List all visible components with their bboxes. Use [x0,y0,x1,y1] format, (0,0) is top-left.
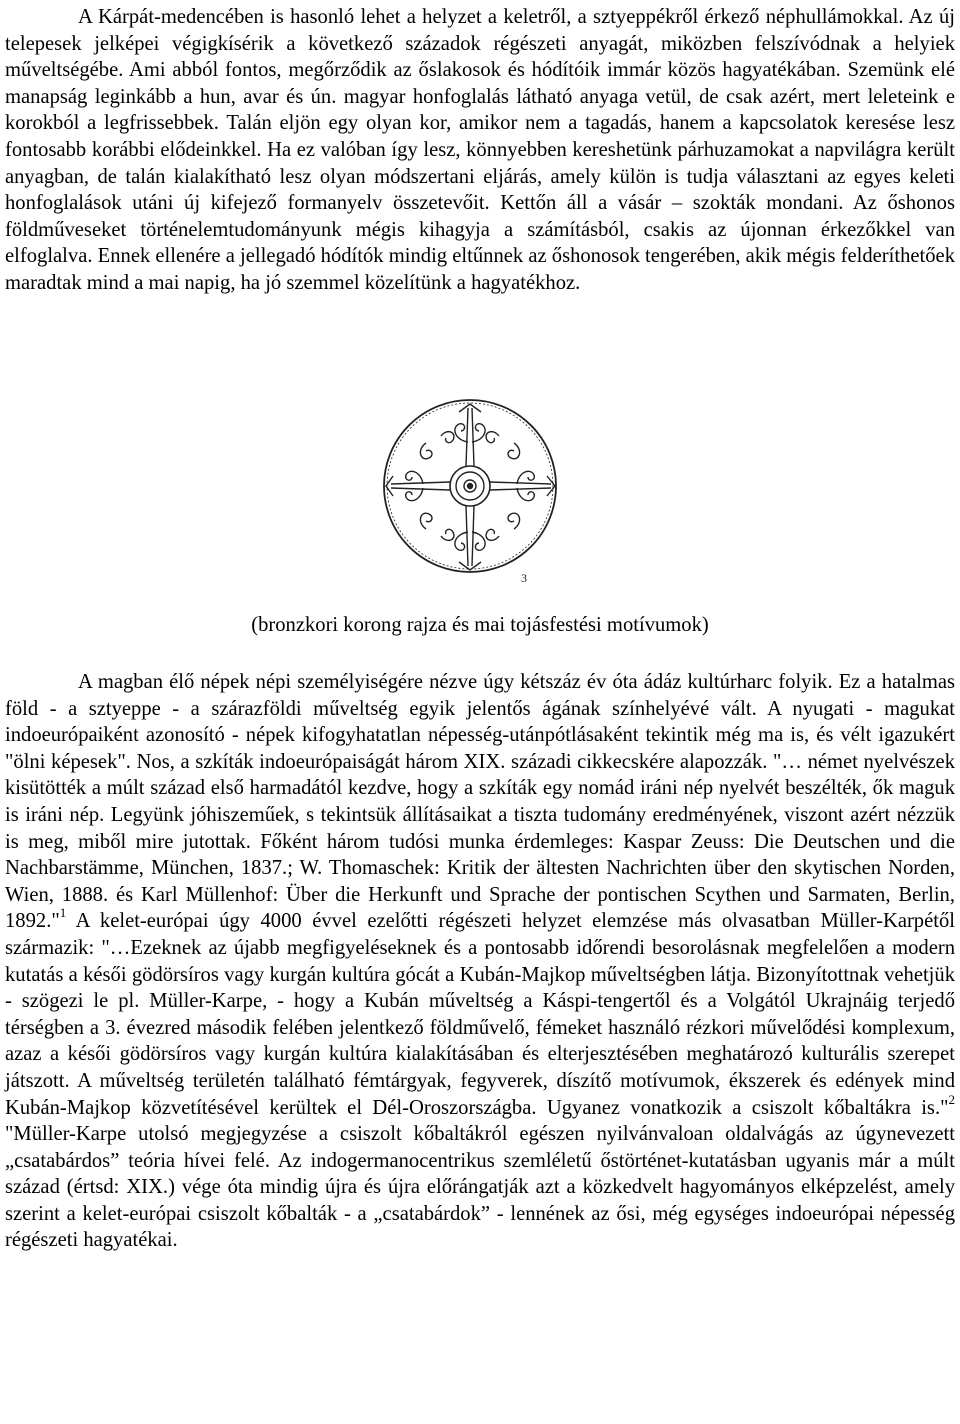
paragraph-2-part-b: A kelet-európai úgy 4000 évvel ezelőtti régészeti helyzet elemzése más olvasatban Müller-Karpétől származik: "…Ezeknek az újabb megfigyeléseknek és a pontosabb időrendi besorolásnak megfelelően a modern kutatás a késői gödörsíros vagy kurgán kultúra gócát a Kubán-Majkop műveltségben látja. Bizonyítottnak vehetjük - szögezi le pl. Müller-Karpe, - hogy a Kubán műveltség a Káspi-tengertől és a Volgától Ukrajnáig terjedő térségben a 3. évezred második felében jelentkező földművelő, fémeket használó rézkori művelődési komplexum, azaz a késői gödörsíros vagy kurgán kultúra kialakításában és elterjesztésében meghatározó kulturális szerepet játszott. A műveltség területén található fémtárgyak, fegyverek, díszítő motívumok, ékszerek és edények mind Kubán-Majkop közvetítésével kerültek el Dél-Oroszországba. Ugyanez vonatkozik a csiszolt kőbaltákra is." [5,910,955,1119]
footnote-ref-1[interactable]: 1 [59,905,67,921]
figure-number-label: 3 [521,571,527,584]
body-paragraph-2 [5,669,955,1254]
body-paragraph-1: A Kárpát-medencében is hasonló lehet a helyzet a keletről, a sztyeppékről érkező néphullámokkal. Az új telepesek jelképei végigkísérik a következő századok régészeti anyagát, miközben felszívódnak a helyiek műveltségébe. Ami abból fontos, megőrződik az őslakosok és hódítóik immár közös hagyatékában. Szemünk elé manapság leginkább a hun, avar és ún. magyar honfoglalás látható anyaga vetül, de csak azért, mert leleteink e korokból a legfrissebbek. Talán eljön egy olyan kor, amikor nem a tagadás, hanem a kapcsolatok keresése lesz fontosabb korábbi elődeinkkel. Ha ez valóban így lesz, könnyebben kereshetünk párhuzamokat a napvilágra került anyagban, de talán kialakítható lesz olyan módszertani eljárás, amely külön is tudja választani az egyes keleti honfoglalások utáni új kifejező formanyelv összetevőit. Kettőn áll a vásár – szokták mondani. Az őshonos földműveseket történelemtudományunk mégis kihagyja a számításból, csakis az újonnan érkezőkkel van elfoglalva. Ennek ellenére a jellegadó hódítók mindig eltűnnek az őshonosok tengerében, akik mégis felderíthetőek maradtak mind a mai napig, ha jó szemmel közelítünk a hagyatékhoz. [5,6,955,294]
paragraph-2-part-c: "Müller-Karpe utolsó megjegyzése a csiszolt kőbaltákról egészen nyilvánvaloan oldalvágás az úgynevezett „csatabárdos” teória hívei felé. Az indogermanocentrikus szemléletű őstörténet-kutatásban ugyanis már a múlt század (értsd: XIX.) vége óta mindig újra és újra előrángatják azt a közkedvelt hagyományos elképzelést, amely szerint a kelet-európai csiszolt kőbalták - a „csatabárdok” - lennének az ősi, még egységes indoeurópai népesség régészeti hagyatékai. [5,1123,955,1252]
bronze-disc-drawing [371,398,581,584]
bronze-disc-figure [371,398,581,584]
footnote-ref-2[interactable]: 2 [948,1091,955,1107]
figure-caption: (bronzkori korong rajza és mai tojásfestési motívumok) [251,614,709,636]
paragraph-2-part-a: A magban élő népek népi személyiségére nézve úgy kétszáz év óta ádáz kultúrharc folyik. Ez a hatalmas föld - a sztyeppe - a szárazföldi műveltség egyik jelentős ágának színhelyévé vált. A nyugati - magukat indoeurópaiként azonosító - népek kifogyhatatlan népesség-utánpótlásaként tekintik még ma is, és vélt igazukért "ölni képesek". Nos, a szkíták indoeurópaiságát három XIX. századi cikkecskére alapozzák. "… német nyelvészek kisütötték a múlt század első harmadától kezdve, hogy a szkíták egy nomád iráni nép nyelvét beszélték, ők maguk is iráni nép. Legyünk jóhiszeműek, s tekintsük állításaikat a tiszta tudomány eredményének, viszont azért nézzük is meg, miből mire jutottak. Főként három tudósi munka érdemleges: Kaspar Zeuss: Die Deutschen und die Nachbarstämme, München, 1837.; W. Thomaschek: Kritik der ältesten Nachrichten über den skytischen Norden, Wien, 1888. és Karl Müllenhof: Über die Herkunft und Sprache der pontischen Scythen und Sarmaten, Berlin, 1892." [5,671,955,933]
